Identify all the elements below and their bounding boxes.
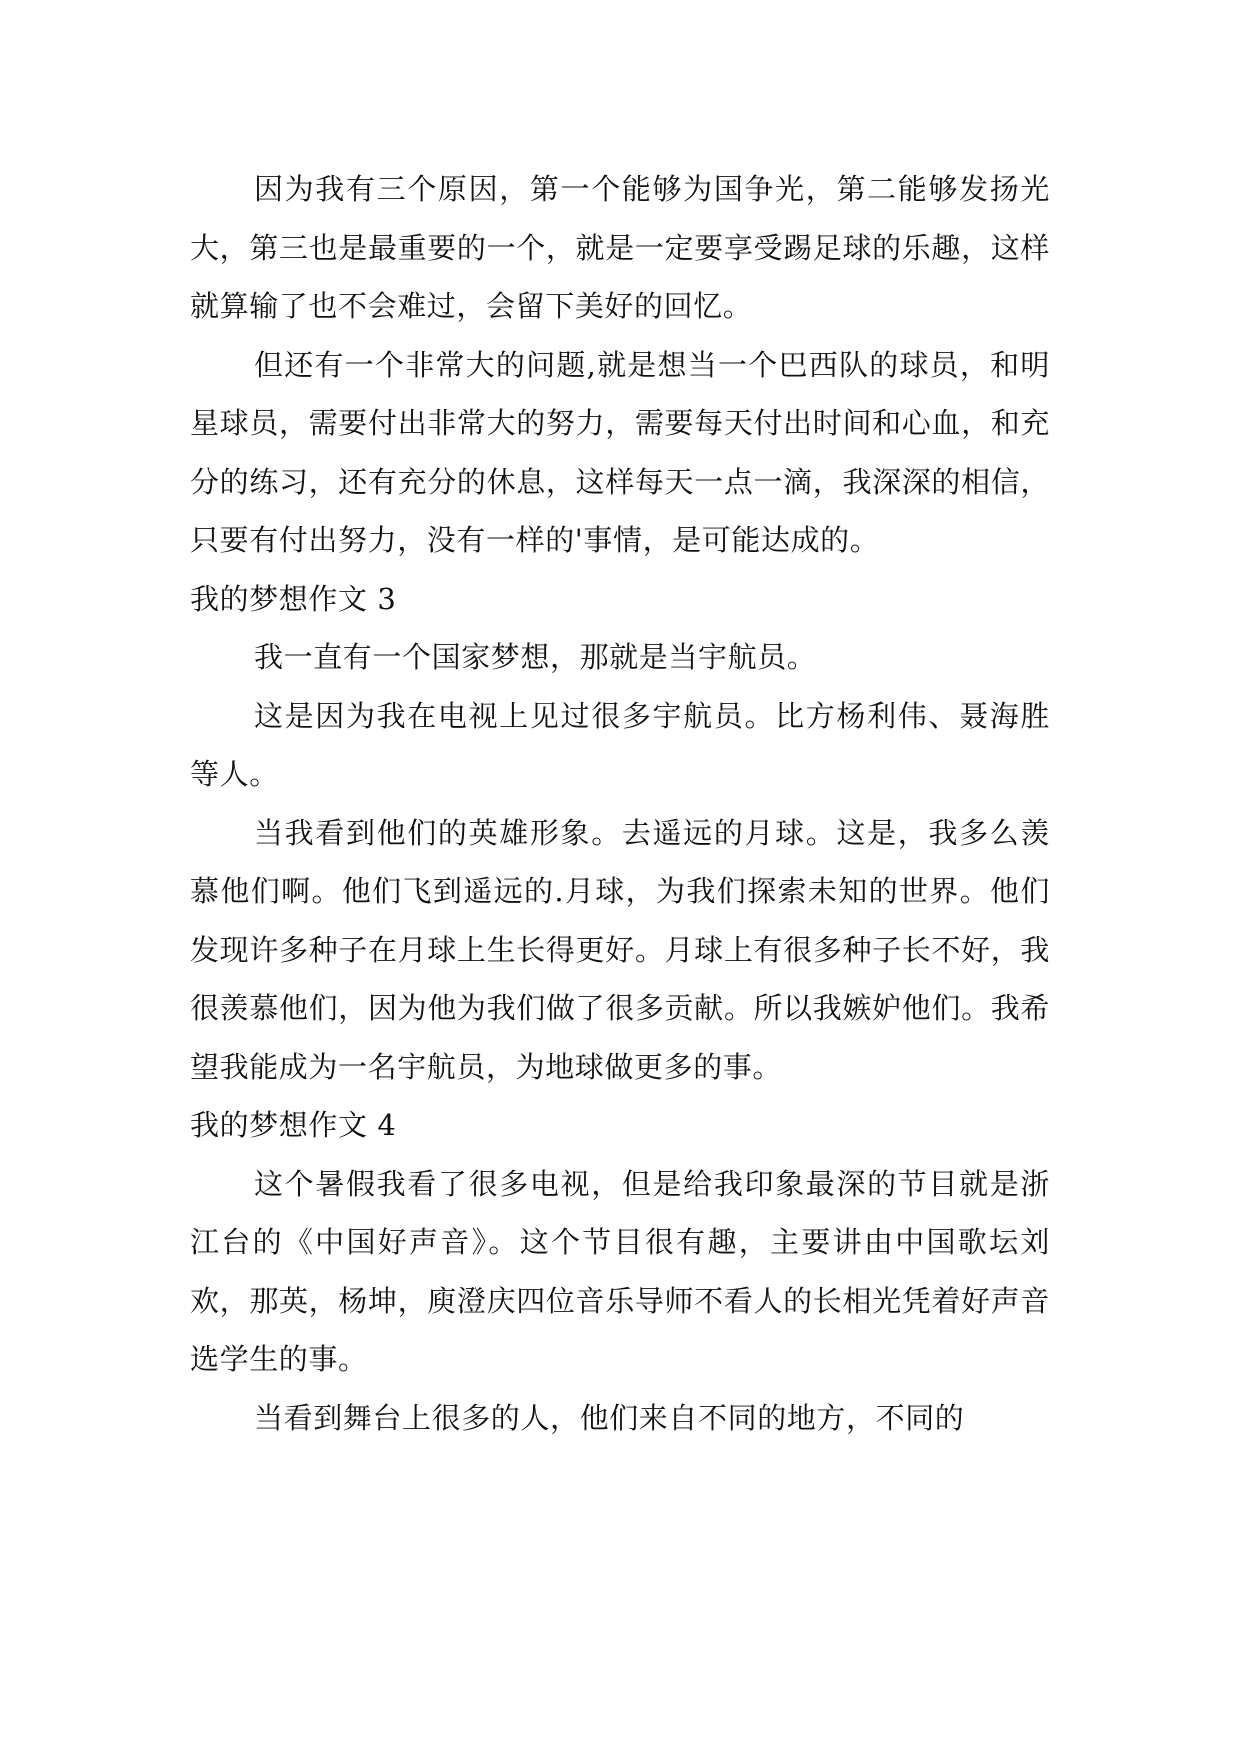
paragraph-effort: 但还有一个非常大的问题,就是想当一个巴西队的球员，和明星球员，需要付出非常大的努力，需要每天付出时间和心血，和充分的练习，还有充分的休息，这样每天一点一滴，我深深的相信，只要有付出努力，没有一样的'事情，是可能达成的。 — [190, 347, 1050, 557]
paragraph-reasons: 因为我有三个原因，第一个能够为国争光，第二能够发扬光大，第三也是最重要的一个，就是一定要享受踢足球的乐趣，这样就算输了也不会难过，会留下美好的回忆。 — [190, 172, 1050, 323]
paragraph-astronaut-moon: 当我看到他们的英雄形象。去遥远的月球。这是，我多么羡慕他们啊。他们飞到遥远的.月球，为我们探索未知的世界。他们发现许多种子在月球上生长得更好。月球上有很多种子长不好，我很羡慕他们，因为他为我们做了很多贡献。所以我嫉妒他们。我希望我能成为一名宇航员，为地球做更多的事。 — [190, 815, 1050, 1084]
paragraph-astronaut-tv: 这是因为我在电视上见过很多宇航员。比方杨利伟、聂海胜等人。 — [190, 698, 1050, 791]
paragraph-stage: 当看到舞台上很多的人，他们来自不同的地方，不同的 — [254, 1400, 965, 1435]
document-body — [190, 160, 1050, 1447]
paragraph-voice-show: 这个暑假我看了很多电视，但是给我印象最深的节目就是浙江台的《中国好声音》。这个节目很有趣，主要讲由中国歌坛刘欢，那英，杨坤，庾澄庆四位音乐导师不看人的长相光凭着好声音选学生的事。 — [190, 1166, 1050, 1376]
paragraph-astronaut-dream: 我一直有一个国家梦想，那就是当宇航员。 — [254, 640, 817, 674]
essay-title-3: 我的梦想作文 3 — [190, 581, 397, 616]
essay-title-4: 我的梦想作文 4 — [190, 1108, 397, 1142]
